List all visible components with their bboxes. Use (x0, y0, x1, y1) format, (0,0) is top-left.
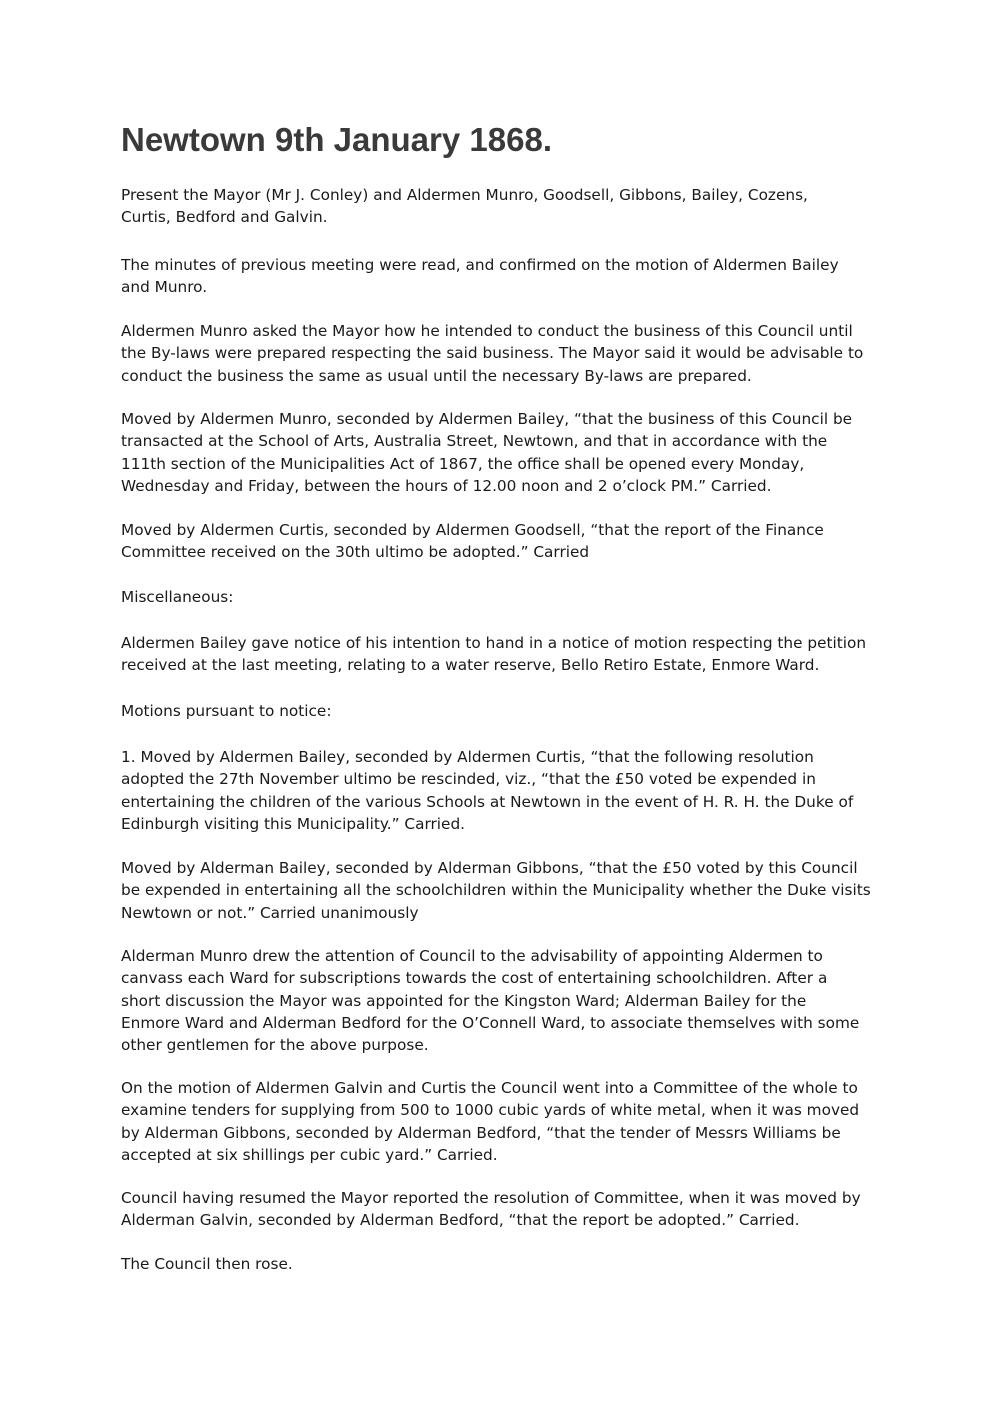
paragraph-motion-schoolchildren: Moved by Alderman Bailey, seconded by Alderman Gibbons, “that the £50 voted by this Council be expended in entertaining all the schoolchildren within the Municipality whether the Duke visits Newtown or not.” Carried unanimously (121, 859, 871, 922)
paragraph-notice: Aldermen Bailey gave notice of his intention to hand in a notice of motion respecting the petition received at the last meeting, relating to a water reserve, Bello Retiro Estate, Enmore Ward. (121, 634, 867, 675)
paragraph-motions-heading: Motions pursuant to notice: (121, 702, 332, 720)
paragraph-miscellaneous-heading: Miscellaneous: (121, 588, 234, 606)
paragraph-finance-motion: Moved by Aldermen Curtis, seconded by Aldermen Goodsell, “that the report of the Finance Committee received on the 30th ultimo be adopted.” Carried (121, 521, 824, 562)
paragraph-present: Present the Mayor (Mr J. Conley) and Aldermen Munro, Goodsell, Gibbons, Bailey, Cozens, Curtis, Bedford and Galvin. (121, 186, 808, 227)
paragraph-motion-rescind: 1. Moved by Aldermen Bailey, seconded by Aldermen Curtis, “that the following resolution adopted the 27th November ultimo be rescinded, viz., “that the £50 voted be expended in entertaining the children of the various Schools at Newtown in the event of H. R. H. the Duke of Edinburgh visiting this Municipality.” Carried. (121, 748, 854, 833)
paragraph-council-rose: The Council then rose. (121, 1255, 293, 1273)
paragraph-minutes: The minutes of previous meeting were read, and confirmed on the motion of Aldermen Bailey and Munro. (121, 256, 839, 297)
paragraph-bylaws: Aldermen Munro asked the Mayor how he intended to conduct the business of this Council until the By-laws were prepared respecting the said business. The Mayor said it would be advisable to conduct the business the same as usual until the necessary By-laws are prepared. (121, 322, 864, 385)
paragraph-report-adopted: Council having resumed the Mayor reported the resolution of Committee, when it was moved by Alderman Galvin, seconded by Alderman Bedford, “that the report be adopted.” Carried. (121, 1189, 861, 1230)
document-title: Newtown 9th January 1868. (121, 121, 552, 158)
paragraph-tenders: On the motion of Aldermen Galvin and Curtis the Council went into a Committee of the whole to examine tenders for supplying from 500 to 1000 cubic yards of white metal, when it was moved by Alderman Gibbons, seconded by Alderman Bedford, “that the tender of Messrs Williams be accepted at six shillings per cubic yard.” Carried. (121, 1079, 860, 1164)
paragraph-canvass-wards: Alderman Munro drew the attention of Council to the advisability of appointing Aldermen to canvass each Ward for subscriptions towards the cost of entertaining schoolchildren. After a short discussion the Mayor was appointed for the Kingston Ward; Alderman Bailey for the Enmore Ward and Alderman Bedford for the O’Connell Ward, to associate themselves with some other gentlemen for the above purpose. (121, 947, 860, 1055)
paragraph-office-motion: Moved by Aldermen Munro, seconded by Aldermen Bailey, “that the business of this Council be transacted at the School of Arts, Australia Street, Newtown, and that in accordance with the 111th section of the Municipalities Act of 1867, the office shall be opened every Monday, Wednesday and Friday, between the hours of 12.00 noon and 2 o’clock PM.” Carried. (121, 410, 853, 495)
